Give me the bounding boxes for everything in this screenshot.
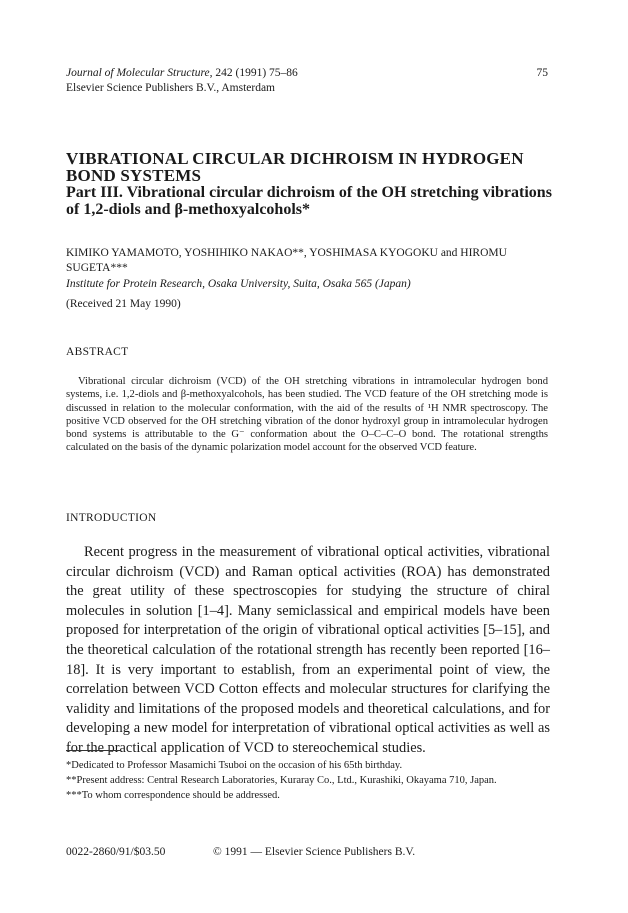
publisher-line: Elsevier Science Publishers B.V., Amsterdam — [66, 82, 275, 94]
page-number: 75 — [536, 67, 548, 79]
introduction-text: Recent progress in the measurement of vibrational optical activities, vibrational circular dichroism (VCD) and Raman optical activities (ROA) has demonstrated the great utility of these spectroscopies for studying the structure of chiral molecules in solution [1–4]. Many semiclassical and empirical models have been proposed for interpretation of the origin of vibrational optical activities [5–15], and the theoretical calculation of the rotational strength has recently been reported [16–18]. It is very important to establish, from an experimental point of view, the correlation between VCD Cotton effects and molecular structures for clarifying the validity and limitations of the proposed models and theoretical calculations, and for developing a new model for interpretation of vibrational optical activities as well as for the practical application of VCD to stereochemical studies. — [66, 544, 550, 756]
paper-subtitle: Part III. Vibrational circular dichroism of the OH stretching vibrations of 1,2-diols and β-methoxyalcohols* — [66, 184, 552, 218]
footnotes — [66, 758, 548, 803]
journal-citation — [66, 66, 548, 81]
introduction-heading: INTRODUCTION — [66, 512, 157, 524]
footnote: **Present address: Central Research Laboratories, Kuraray Co., Ltd., Kurashiki, Okayama 710, Japan. — [66, 775, 497, 786]
copyright-notice: © 1991 — Elsevier Science Publishers B.V. — [213, 846, 416, 858]
paper-title: VIBRATIONAL CIRCULAR DICHROISM IN HYDROGEN BOND SYSTEMS — [66, 149, 524, 185]
affiliation: Institute for Protein Research, Osaka University, Suita, Osaka 565 (Japan) — [66, 278, 411, 290]
footnote: *Dedicated to Professor Masamichi Tsuboi on the occasion of his 65th birthday. — [66, 760, 403, 771]
author-list: KIMIKO YAMAMOTO, YOSHIHIKO NAKAO**, YOSHIMASA KYOGOKU and HIROMU SUGETA*** — [66, 247, 507, 274]
price-code: 0022-2860/91/$03.50 — [66, 846, 166, 858]
abstract-text: Vibrational circular dichroism (VCD) of the OH stretching vibrations in intramolecular hydrogen bond systems, i.e. 1,2-diols and β-methoxyalcohols, has been studied. The VCD feature of the OH stretching mode is discussed in relation to the molecular conformation, with the aid of the results of ¹H NMR spectroscopy. The positive VCD observed for the OH stretching vibration of the donor hydroxyl group in intramolecular hydrogen bond systems is attributable to the G⁻ conformation about the O–C–C–O bond. The rotational strengths calculated on the basis of the dynamic polarization model account for the observed VCD feature. — [66, 376, 548, 454]
journal-issue: 242 (1991) 75–86 — [215, 67, 298, 79]
journal-name: Journal of Molecular Structure, — [66, 67, 213, 79]
received-date: (Received 21 May 1990) — [66, 298, 181, 310]
abstract-heading: ABSTRACT — [66, 346, 129, 358]
footnote: ***To whom correspondence should be addressed. — [66, 790, 280, 801]
footnote-divider — [66, 750, 120, 751]
